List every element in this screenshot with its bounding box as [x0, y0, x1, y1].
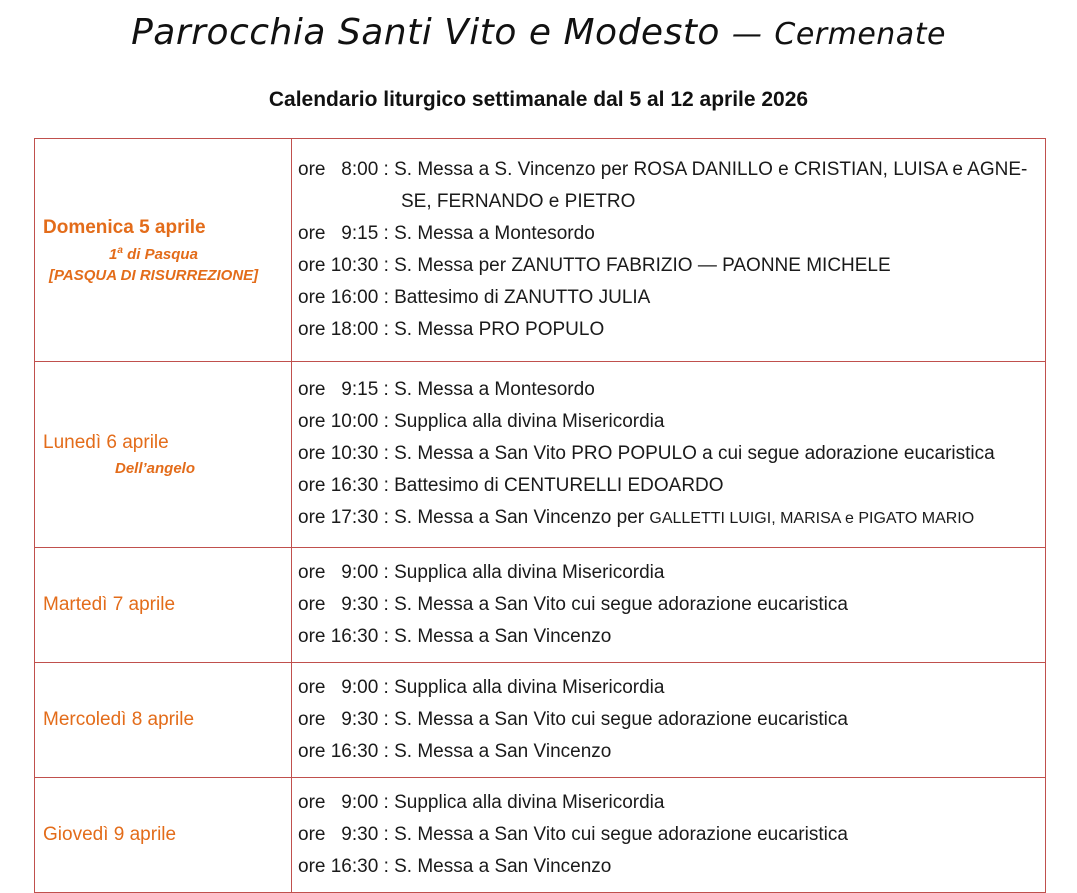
- note-number: 1: [109, 245, 118, 263]
- day-cell: [35, 778, 292, 893]
- day-name: Lunedì 6 aprile: [43, 432, 169, 453]
- day-cell: [35, 548, 292, 663]
- events-cell: [292, 548, 1046, 663]
- events-cell: [292, 139, 1046, 362]
- day-name: Domenica 5 aprile: [43, 216, 206, 238]
- calendar-subtitle: Calendario liturgico settimanale dal 5 al 12 aprile 2026: [268, 88, 809, 111]
- event-line: ore 9:00 : Supplica alla divina Misericordia: [298, 562, 665, 583]
- events-cell: [292, 778, 1046, 893]
- title-main: Parrocchia Santi Vito e Modesto: [131, 12, 720, 53]
- day-note: [43, 245, 291, 263]
- event-line: ore 9:00 : Supplica alla divina Misericordia: [298, 792, 665, 813]
- events-cell: [292, 362, 1046, 548]
- liturgical-calendar-table: [34, 138, 1046, 893]
- parish-title: [0, 12, 1077, 53]
- event-line: ore 9:00 : Supplica alla divina Misericordia: [298, 677, 665, 698]
- event-text: ore 17:30 : S. Messa a San Vincenzo per: [298, 507, 650, 528]
- day-name: Martedì 7 aprile: [43, 594, 176, 615]
- day-row: [35, 778, 1046, 893]
- note-text: di Pasqua: [122, 245, 198, 263]
- day-row: [35, 362, 1046, 548]
- event-line: ore 16:30 : S. Messa a San Vincenzo: [298, 626, 612, 647]
- event-line: ore 8:00 : S. Messa a S. Vincenzo per ROSA DANILLO e CRISTIAN, LUISA e AGNE-: [298, 159, 1028, 180]
- events-cell: [292, 663, 1046, 778]
- event-line: ore 10:30 : S. Messa per ZANUTTO FABRIZIO — PAONNE MICHELE: [298, 255, 891, 276]
- day-name: Mercoledì 8 aprile: [43, 709, 195, 730]
- event-line: ore 9:15 : S. Messa a Montesordo: [298, 379, 595, 400]
- day-note-feast: [PASQUA DI RISURREZIONE]: [49, 266, 259, 284]
- event-line: ore 16:30 : S. Messa a San Vincenzo: [298, 741, 612, 762]
- event-line: [298, 502, 1045, 535]
- event-line: ore 10:30 : S. Messa a San Vito PRO POPULO a cui segue adorazione eucaristica: [298, 443, 995, 464]
- event-names: GALLETTI LUIGI, MARISA e PIGATO MARIO: [649, 510, 975, 527]
- event-line: ore 9:30 : S. Messa a San Vito cui segue adorazione eucaristica: [298, 824, 848, 845]
- event-line: ore 16:30 : S. Messa a San Vincenzo: [298, 856, 612, 877]
- event-line: ore 16:30 : Battesimo di CENTURELLI EDOARDO: [298, 475, 724, 496]
- day-row: [35, 548, 1046, 663]
- note-sup: a: [117, 244, 123, 256]
- event-line: ore 10:00 : Supplica alla divina Misericordia: [298, 411, 665, 432]
- day-row: [35, 663, 1046, 778]
- event-line-continued: SE, FERNANDO e PIETRO: [401, 191, 636, 212]
- event-line: ore 18:00 : S. Messa PRO POPULO: [298, 319, 605, 340]
- title-location: Cermenate: [774, 17, 946, 52]
- day-row: [35, 139, 1046, 362]
- day-cell: [35, 362, 292, 548]
- event-line: ore 16:00 : Battesimo di ZANUTTO JULIA: [298, 287, 651, 308]
- day-cell: [35, 139, 292, 362]
- event-line: ore 9:30 : S. Messa a San Vito cui segue adorazione eucaristica: [298, 709, 848, 730]
- title-separator: —: [731, 17, 763, 52]
- event-line: ore 9:15 : S. Messa a Montesordo: [298, 223, 595, 244]
- day-note: Dell’angelo: [115, 460, 196, 477]
- day-name: Giovedì 9 aprile: [43, 824, 177, 845]
- day-cell: [35, 663, 292, 778]
- event-line: ore 9:30 : S. Messa a San Vito cui segue adorazione eucaristica: [298, 594, 848, 615]
